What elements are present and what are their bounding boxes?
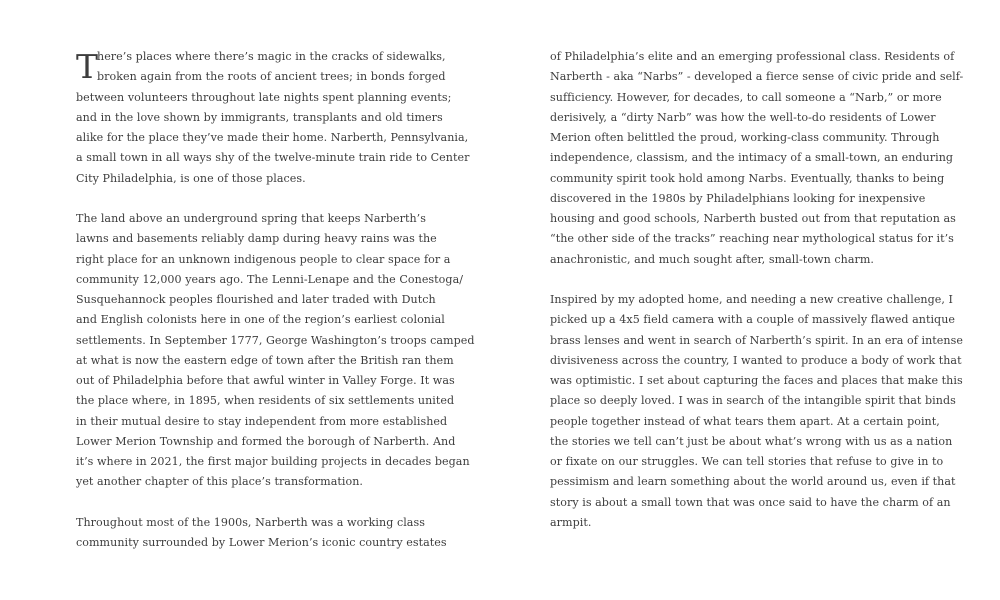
text-line: discovered in the 1980s by Philadelphians looking for inexpensive	[550, 191, 926, 205]
text-line: picked up a 4x5 field camera with a couple of massively flawed antique	[550, 313, 956, 327]
text-line: or fixate on our struggles. We can tell stories that refuse to give in to	[550, 455, 944, 468]
text-line: Merion often belittled the proud, working-class community. Through	[550, 131, 940, 144]
text-line: right place for an unknown indigenous people to clear space for a	[76, 252, 451, 266]
text-line: broken again from the roots of ancient trees; in bonds forged	[97, 70, 446, 84]
text-line: a small town in all ways shy of the twelve-minute train ride to Center	[76, 151, 470, 165]
text-line: and English colonists here in one of the region’s earliest colonial	[76, 313, 445, 327]
text-line: Narberth - aka “Narbs” - developed a fierce sense of civic pride and self-	[550, 70, 964, 84]
text-line: community 12,000 years ago. The Lenni-Lenape and the Conestoga/	[76, 272, 464, 286]
text-line: it’s where in 2021, the first major building projects in decades began	[76, 455, 470, 468]
text-line: derisively, a “dirty Narb” was how the well-to-do residents of Lower	[550, 110, 936, 124]
text-line: Throughout most of the 1900s, Narberth was a working class	[76, 515, 425, 529]
text-line: anachronistic, and much sought after, small-town charm.	[550, 252, 874, 266]
paragraph-spacer	[550, 270, 942, 290]
text-line: T here’s places where there’s magic in the cracks of sidewalks,	[76, 47, 446, 86]
text-line: and in the love shown by immigrants, transplants and old timers	[76, 110, 443, 124]
text-line: story is about a small town that was once said to have the charm of an	[550, 495, 951, 509]
paragraph	[76, 513, 454, 554]
text-line: Susquehannock peoples flourished and later traded with Dutch	[76, 293, 436, 306]
text-line: armpit.	[550, 515, 592, 529]
text-line: housing and good schools, Narberth busted out from that reputation as	[550, 212, 956, 225]
text-line: City Philadelphia, is one of those places.	[76, 171, 306, 185]
text-line: yet another chapter of this place’s transformation.	[76, 475, 363, 489]
text-line: sufficiency. However, for decades, to call someone a “Narb,” or more	[550, 90, 942, 104]
text-line: community spirit took hold among Narbs. Eventually, thanks to being	[550, 171, 945, 185]
text-line: was optimistic. I set about capturing the faces and places that make this	[550, 374, 963, 387]
text-line: Inspired by my adopted home, and needing a new creative challenge, I	[550, 293, 953, 306]
text-line: brass lenses and went in search of Narberth’s spirit. In an era of intense	[550, 333, 963, 347]
paragraph	[76, 209, 475, 493]
text-line: of Philadelphia’s elite and an emerging professional class. Residents of	[550, 50, 955, 63]
text-line: Lower Merion Township and formed the borough of Narberth. And	[76, 434, 456, 448]
paragraph-spacer	[76, 493, 454, 513]
text-line: lawns and basements reliably damp during heavy rains was the	[76, 232, 437, 246]
text-line: the place where, in 1895, when residents of six settlements united	[76, 394, 455, 408]
left-page-text	[76, 47, 475, 553]
text-line: place so deeply loved. I was in search of the intangible spirit that binds	[550, 394, 956, 408]
text-line: The land above an underground spring that keeps Narberth’s	[76, 212, 426, 225]
text-line: people together instead of what tears them apart. At a certain point,	[550, 414, 940, 428]
text-line: community surrounded by Lower Merion’s iconic country estates	[76, 536, 447, 549]
text-line: “the other side of the tracks” reaching near mythological status for it’s	[550, 232, 954, 246]
right-page-text	[550, 47, 964, 533]
text-line: independence, classism, and the intimacy of a small-town, an enduring	[550, 151, 954, 165]
text-line: divisiveness across the country, I wanted to produce a body of work that	[550, 353, 962, 367]
text-line: alike for the place they’ve made their home. Narberth, Pennsylvania,	[76, 131, 469, 144]
paragraph	[76, 47, 470, 189]
text-line: out of Philadelphia before that awful winter in Valley Forge. It was	[76, 374, 455, 387]
drop-cap: T	[76, 47, 99, 86]
text-line: in their mutual desire to stay independent from more established	[76, 414, 448, 428]
paragraph	[550, 290, 963, 533]
text-line: the stories we tell can’t just be about what’s wrong with us as a nation	[550, 434, 953, 448]
text-line: settlements. In September 1777, George Washington’s troops camped	[76, 333, 475, 347]
paragraph-spacer	[76, 189, 454, 209]
paragraph	[550, 47, 964, 270]
text-line: at what is now the eastern edge of town after the British ran them	[76, 353, 454, 367]
text-line: pessimism and learn something about the world around us, even if that	[550, 475, 956, 489]
text-line: between volunteers throughout late nights spent planning events;	[76, 90, 452, 104]
